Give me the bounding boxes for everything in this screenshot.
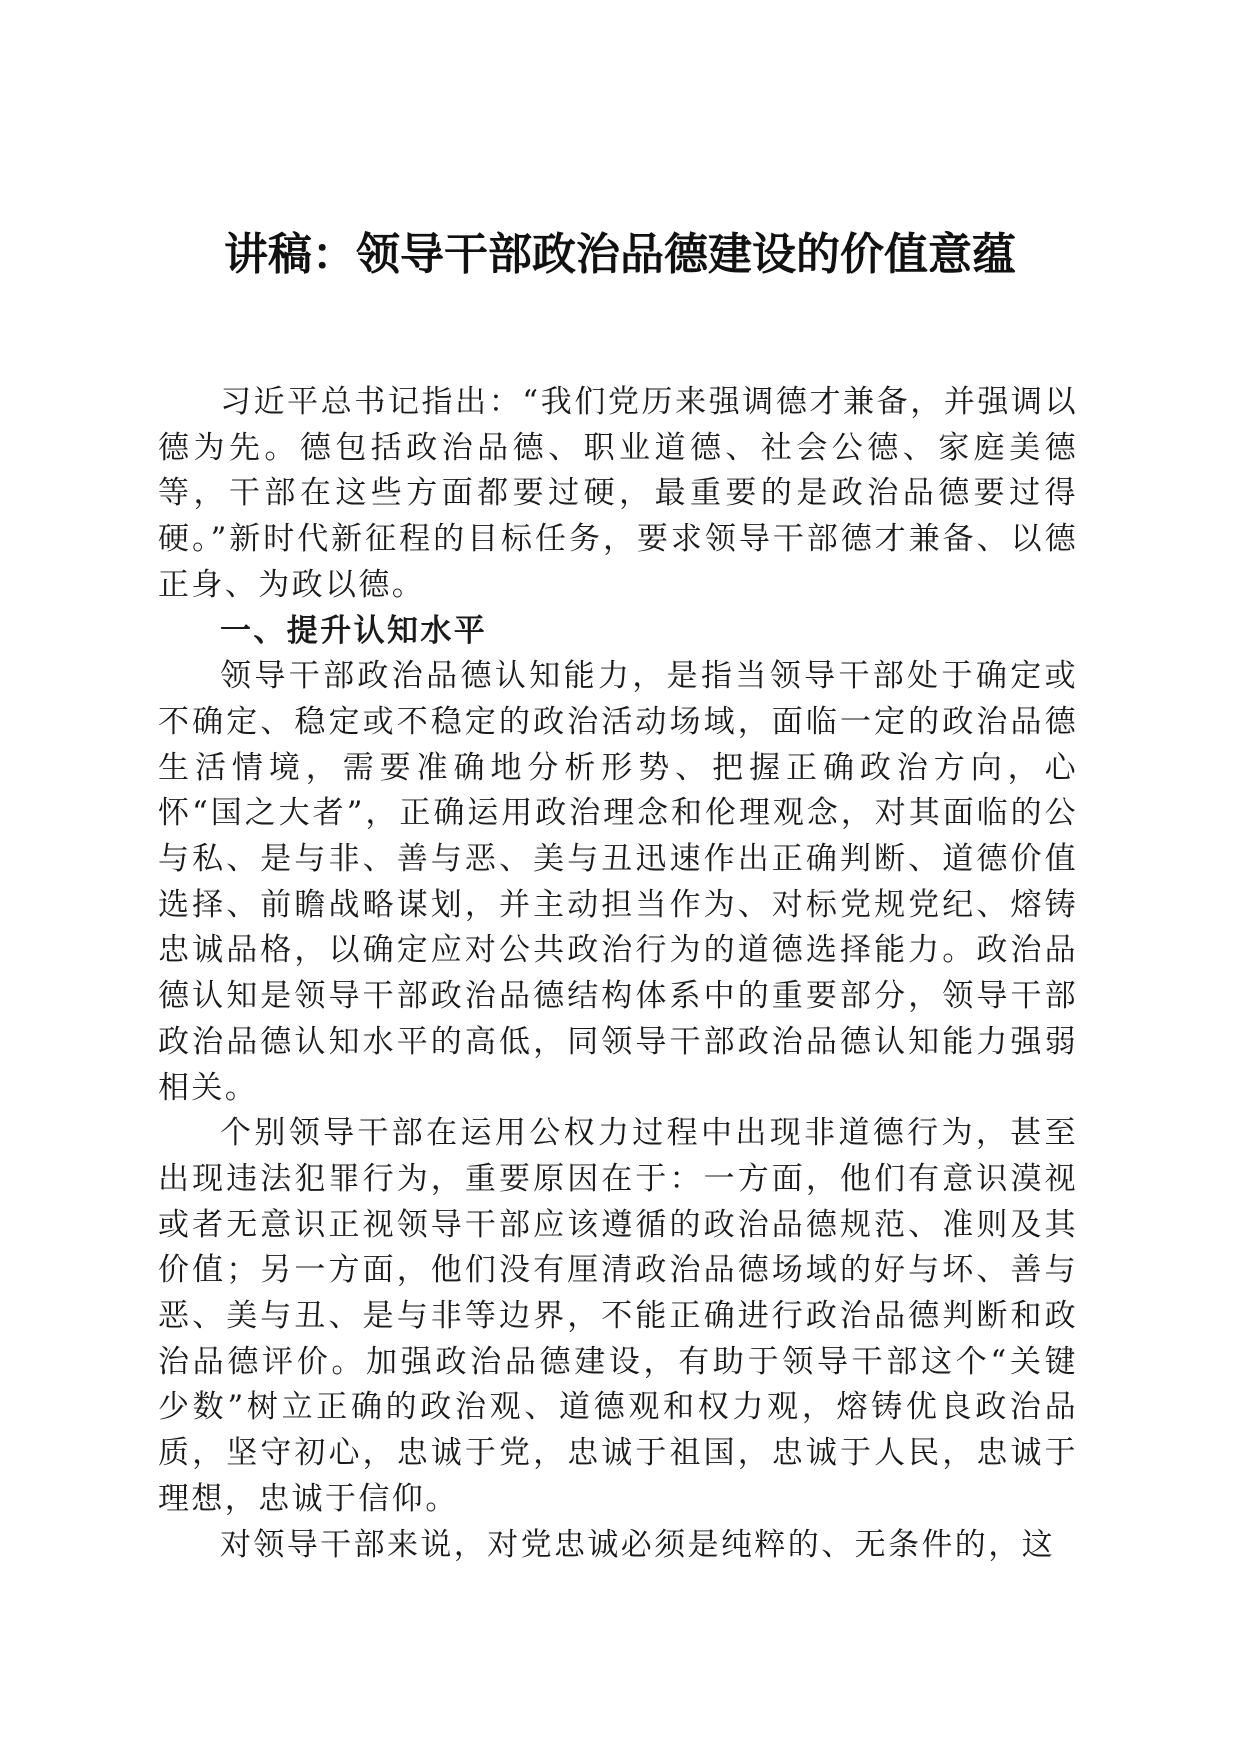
document-body: [158, 380, 1078, 1568]
body-paragraph: 对领导干部来说，对党忠诚必须是纯粹的、无条件的，这: [220, 1526, 1055, 1563]
document-title: 讲稿：领导干部政治品德建设的价值意蕴: [224, 229, 1016, 280]
body-paragraph: 个别领导干部在运用公权力过程中出现非道德行为，甚至出现违法犯罪行为，重要原因在于：一方面，他们有意识漠视或者无意识正视领导干部应该遵循的政治品德规范、准则及其价值；另一方面，他们没有厘清政治品德场域的好与坏、善与恶、美与丑、是与非等边界，不能正确进行政治品德判断和政治品德评价。加强政治品德建设，有助于领导干部这个“关键少数”树立正确的政治观、道德观和权力观，熔铸优良政治品质，坚守初心，忠诚于党，忠诚于祖国，忠诚于人民，忠诚于理想，忠诚于信仰。: [158, 1115, 1078, 1517]
intro-paragraph: 习近平总书记指出：“我们党历来强调德才兼备，并强调以德为先。德包括政治品德、职业道德、社会公德、家庭美德等，干部在这些方面都要过硬，最重要的是政治品德要过得硬。”新时代新征程的目标任务，要求领导干部德才兼备、以德正身、为政以德。: [158, 384, 1078, 603]
body-paragraph: 领导干部政治品德认知能力，是指当领导干部处于确定或不确定、稳定或不稳定的政治活动场域，面临一定的政治品德生活情境，需要准确地分析形势、把握正确政治方向，心怀“国之大者”，正确运用政治理念和伦理观念，对其面临的公与私、是与非、善与恶、美与丑迅速作出正确判断、道德价值选择、前瞻战略谋划，并主动担当作为、对标党规党纪、熔铸忠诚品格，以确定应对公共政治行为的道德选择能力。政治品德认知是领导干部政治品德结构体系中的重要部分，领导干部政治品德认知水平的高低，同领导干部政治品德认知能力强弱相关。: [158, 658, 1078, 1106]
section-heading: 一、提升认知水平: [220, 612, 488, 649]
